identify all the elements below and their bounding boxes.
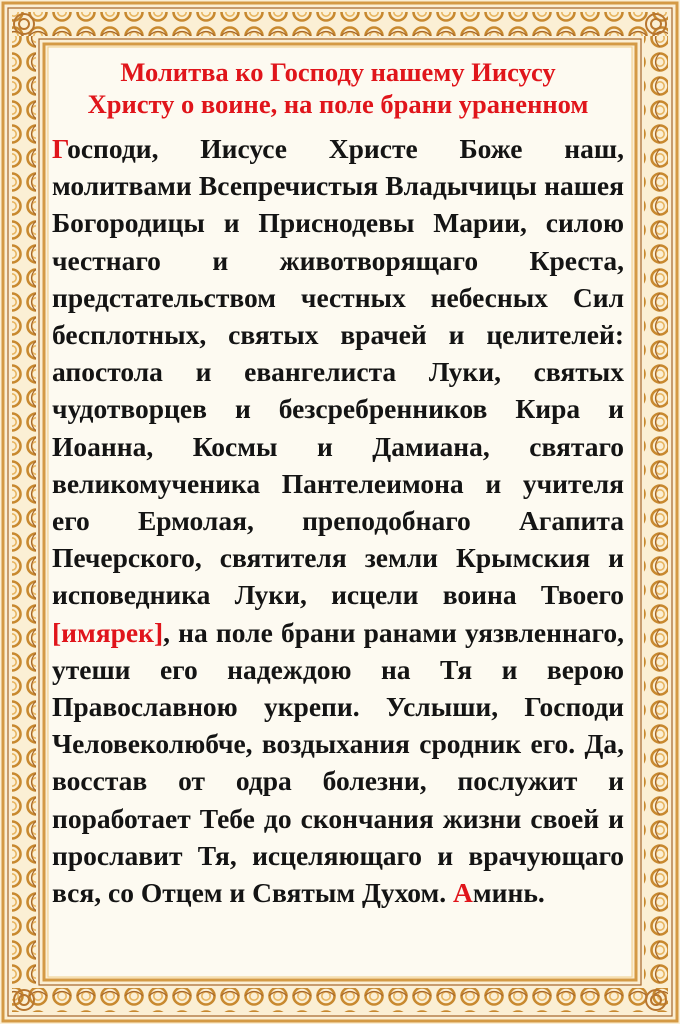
prayer-text-part-1: осподи, Иисусе Христе Боже наш, молитвами Всепречистыя Владычицы нашея Богородицы и Приснодевы Марии, силою честнаго и животворящаго Креста, предстательством честных небесных Сил бесплотных, святых врачей и целителей: апостола и евангелиста Луки, святых чудотворцев и безсребренников Кира и Иоанна, Космы и Дамиана, святаго великомученика Пантелеимона и учителя его Ермолая, преподобнаго Агапита Печерского, святителя земли Крымския и исповедника Луки, исцели воина Твоего — [52, 133, 624, 611]
amen-initial: А — [453, 877, 473, 909]
name-placeholder: [имярек] — [52, 616, 164, 648]
amen-rest: минь. — [472, 877, 545, 909]
prayer-title — [52, 56, 624, 120]
title-line-2: Христу о воине, на поле брани ураненном — [87, 89, 589, 119]
prayer-text-part-2: , на поле брани ранами уязвленнаго, утеши его надеждою на Тя и верою Православною укрепи. Услыши, Господи Человеколюбче, воздыхания сродник его. Да, восстав от одра болезни, послужит и поработает Тебе до скончания жизни своей и прославит Тя, исцеляющаго и врачующаго вся, со Отцем и Святым Духом. — [52, 616, 624, 909]
prayer-content — [52, 50, 624, 976]
prayer-text — [52, 130, 624, 911]
title-line-1: Молитва ко Господу нашему Иисусу — [120, 57, 556, 87]
drop-initial: Г — [52, 133, 68, 164]
